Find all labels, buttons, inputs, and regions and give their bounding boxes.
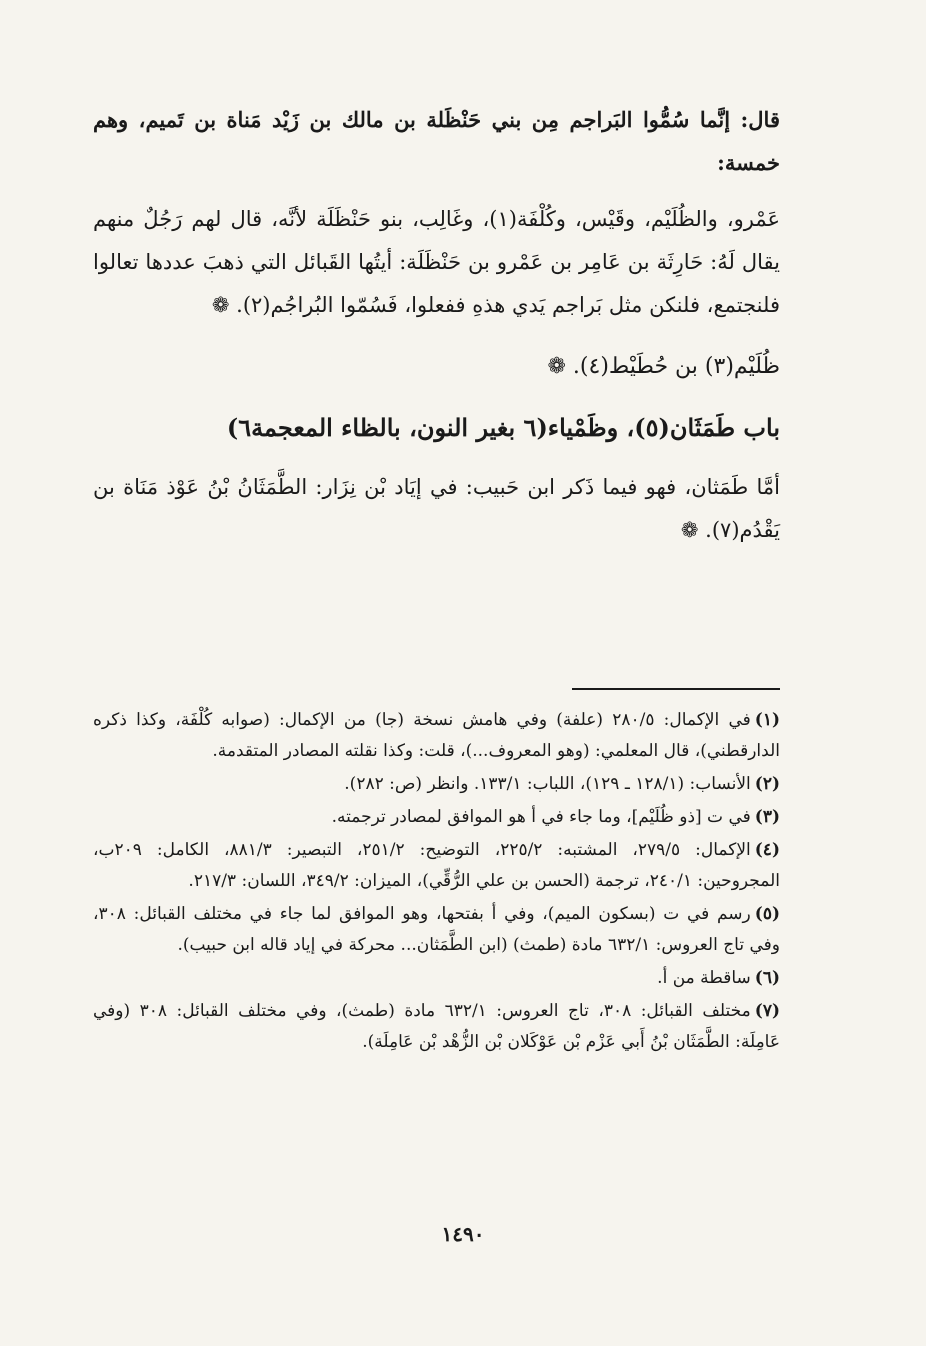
- footnotes: [93, 705, 780, 1060]
- footnote-text: في ت [ذو ظُلَيْم]، وما جاء في أ هو الموافق لمصادر ترجمته.: [331, 807, 751, 827]
- footnote: [93, 996, 780, 1058]
- footnote-text: ساقطة من أ.: [657, 968, 751, 988]
- main-text: [93, 98, 780, 566]
- footnote: [93, 899, 780, 961]
- entry-zulaym: ظُلَيْم(٣) بن حُطَيْط(٤). ❁: [547, 354, 780, 379]
- footnote-number: (٧): [754, 1001, 780, 1021]
- footnote-number: (٥): [754, 904, 780, 924]
- paragraph-intro: قال: إنَّما سُمُّوا البَراجم مِن بني حَنْظَلة بن مالك بن زَيْد مَناة بن تَميم، وهم خمسة:: [93, 107, 780, 175]
- footnote-separator: [572, 688, 780, 690]
- footnote-number: (٣): [754, 807, 780, 827]
- footnote-text: في الإكمال: ٢٨٠/٥ (علفة) وفي هامش نسخة (جا) من الإكمال: (صوابه كُلْفَة، وكذا ذكره الدارقطني)، قال المعلمي: (وهو المعروف...)، قلت: وكذا نقلته المصادر المتقدمة.: [93, 710, 780, 761]
- footnote-text: الأنساب: (١٢٨/١ ـ ١٢٩)، اللباب: ١٣٣/١. وانظر (ص: ٢٨٢).: [344, 774, 751, 794]
- footnote-number: (٤): [754, 840, 780, 860]
- chapter-heading: باب طَمَثَان(٥)، وظَمْياء(٦ بغير النون، بالظاء المعجمة٦): [226, 413, 780, 442]
- footnote: [93, 835, 780, 897]
- footnote-text: الإكمال: ٢٧٩/٥، المشتبه: ٢٢٥/٢، التوضيح: ٢٥١/٢، التبصير: ٨٨١/٣، الكامل: ٢٠٩ب، المجروحين: ٢٤٠/١، ترجمة (الحسن بن علي الرُّقِّي)، الميزان: ٣٤٩/٢، اللسان: ٢١٧/٣.: [93, 840, 780, 891]
- footnote-number: (١): [754, 710, 780, 730]
- paragraph-names: عَمْرو، والظُلَيْم، وقَيْس، وكُلْفَة(١)، وغَالِب، بنو حَنْظَلَة لأنَّه، قال لهم رَجُلٌ منهم يقال لَهُ: حَارِثَة بن عَامِر بن عَمْرو بن حَنْظَلَة: أيتُها القَبائل التي ذهبَ عددها تعالوا فلنجتمع، فلنكن مثل بَراجم يَدي هذهِ ففعلوا، فَسُمّوا البُراجُم(٢). ❁: [93, 207, 780, 317]
- footnote-number: (٢): [754, 774, 780, 794]
- footnote-number: (٦): [754, 968, 780, 988]
- paragraph-tamathan: أمَّا طَمَثان، فهو فيما ذَكر ابن حَبيب: في إيَاد بْن نِزَار: الطَّمَثَانُ بْنُ عَوْذ مَنَاة بن يَقْدُم(٧). ❁: [93, 475, 780, 542]
- footnote: [93, 963, 780, 994]
- footnote-text: رسم في ت (بسكون الميم)، وفي أ بفتحها، وهو الموافق لما جاء في مختلف القبائل: ٣٠٨، وفي تاج العروس: ٦٣٢/١ مادة (طمث) (ابن الطَّمَثان... محركة في إياد قاله ابن حبيب).: [93, 904, 780, 955]
- page-number: ١٤٩٠: [441, 1222, 485, 1246]
- footnote: [93, 802, 780, 833]
- footnote: [93, 705, 780, 767]
- footnote-text: مختلف القبائل: ٣٠٨، تاج العروس: ٦٣٢/١ مادة (طمث)، وفي مختلف القبائل: ٣٠٨ (وفي عَامِلَة: الطَّمَثَان بْنُ أَبي عَزْم بْن عَوْكَلان بْن الزُّهْد بْن عَامِلَة).: [93, 1001, 780, 1052]
- footnote: [93, 769, 780, 800]
